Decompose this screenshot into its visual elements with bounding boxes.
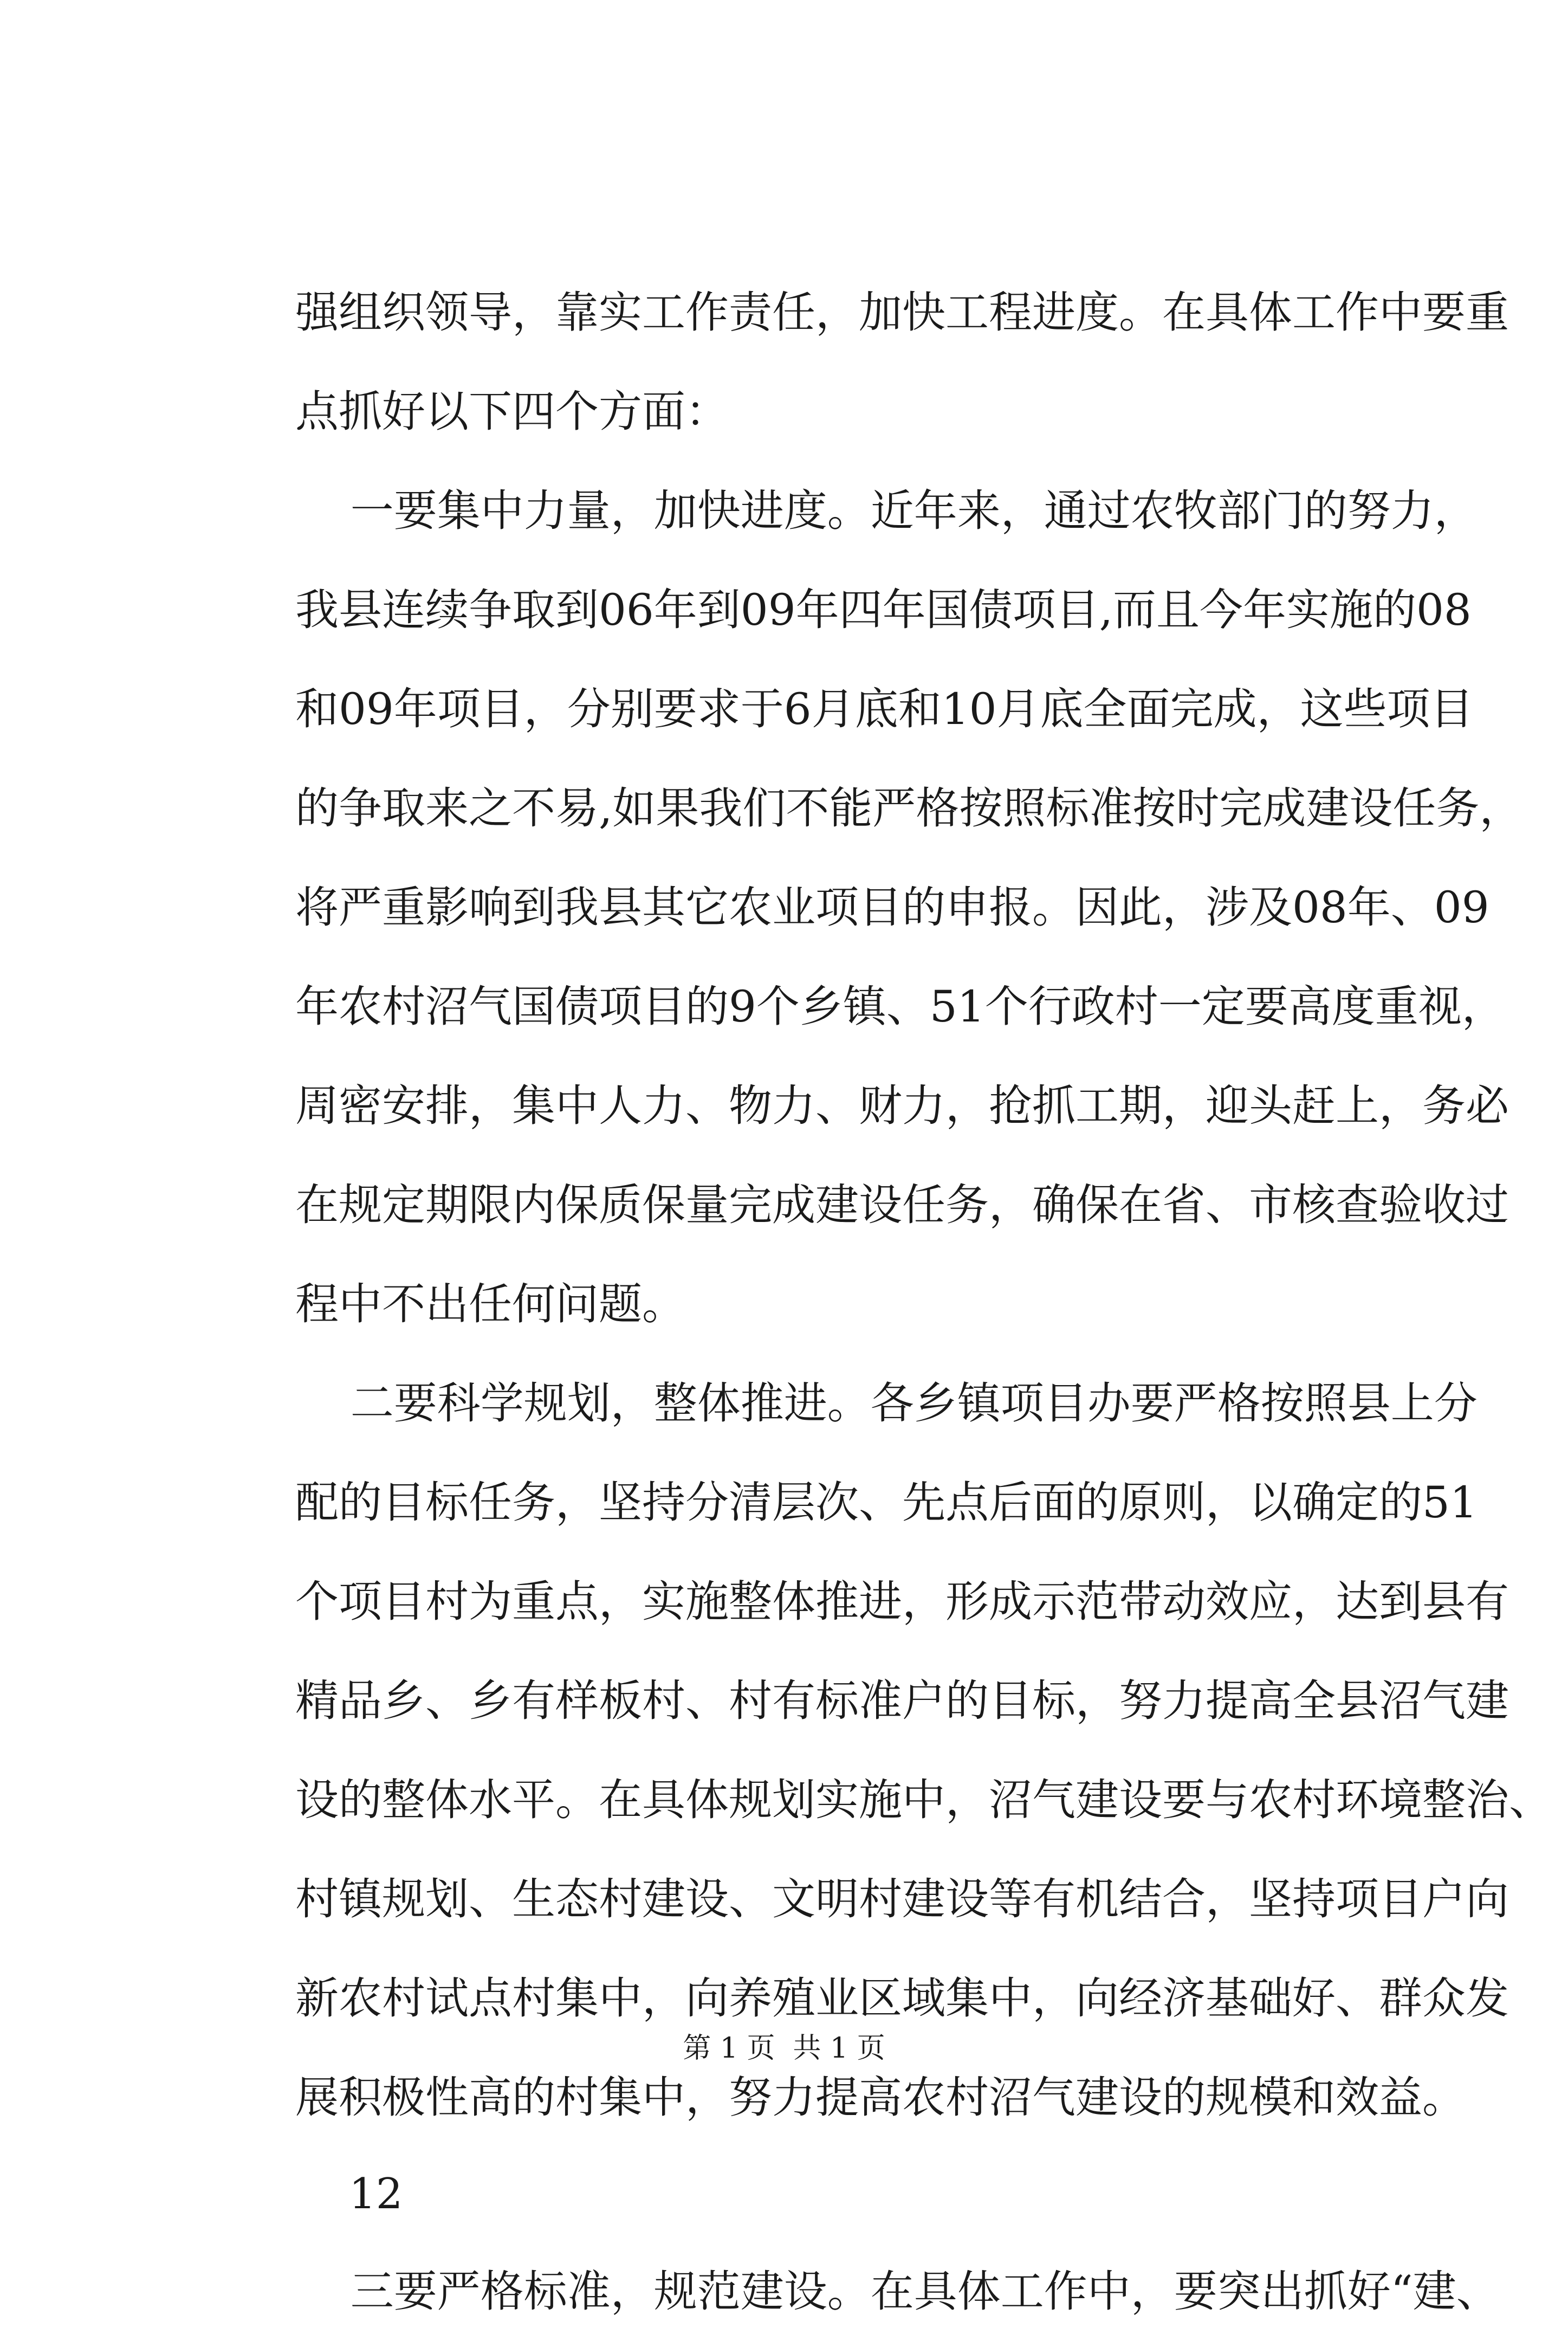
text-line-17: 村镇规划、生态村建设、文明村建设等有机结合，坚持项目户向 xyxy=(295,1874,1509,1924)
text-line-16: 设的整体水平。在具体规划实施中，沼气建设要与农村环境整治、 xyxy=(295,1775,1552,1825)
text-line-1: 强组织领导，靠实工作责任，加快工程进度。在具体工作中要重 xyxy=(295,287,1509,338)
text-line-19: 展积极性高的村集中，努力提高农村沼气建设的规模和效益。 xyxy=(295,2072,1466,2123)
text-line-7: 将严重影响到我县其它农业项目的申报。因此，涉及08年、09 xyxy=(295,882,1489,933)
text-line-14: 个项目村为重点，实施整体推进，形成示范带动效应，达到县有 xyxy=(295,1576,1509,1627)
text-line-5: 和09年项目，分别要求于6月底和10月底全面完成，这些项目 xyxy=(295,684,1474,734)
paragraph-1-start: 一要集中力量，加快进度。近年来，通过农牧部门的努力， xyxy=(295,486,1478,536)
text-line-8: 年农村沼气国债项目的9个乡镇、51个行政村一定要高度重视， xyxy=(295,981,1505,1032)
text-line-13: 配的目标任务，坚持分清层次、先点后面的原则，以确定的51 xyxy=(295,1477,1478,1528)
text-line-2: 点抓好以下四个方面： xyxy=(295,386,729,437)
text-line-9: 周密安排，集中人力、物力、财力，抢抓工期，迎头赶上，务必 xyxy=(295,1081,1509,1131)
page-footer: 第 1 页 共 1 页 xyxy=(683,2032,885,2065)
inline-page-marker: 12 xyxy=(295,2170,403,2219)
text-line-15: 精品乡、乡有样板村、村有标准户的目标，努力提高全县沼气建 xyxy=(295,1676,1509,1726)
text-line-18: 新农村试点村集中，向养殖业区域集中，向经济基础好、群众发 xyxy=(295,1973,1509,2023)
text-line-4: 我县连续争取到06年到09年四年国债项目,而且今年实施的08 xyxy=(295,585,1472,635)
paragraph-2-start: 二要科学规划，整体推进。各乡镇项目办要严格按照县上分 xyxy=(295,1378,1478,1428)
text-line-11: 程中不出任何问题。 xyxy=(295,1279,685,1329)
paragraph-3-start: 三要严格标准，规范建设。在具体工作中，要突出抓好“建、 xyxy=(295,2266,1500,2317)
text-line-10: 在规定期限内保质保量完成建设任务，确保在省、市核查验收过 xyxy=(295,1180,1509,1230)
text-line-6: 的争取来之不易,如果我们不能严格按照标准按时完成建设任务， xyxy=(295,783,1523,833)
